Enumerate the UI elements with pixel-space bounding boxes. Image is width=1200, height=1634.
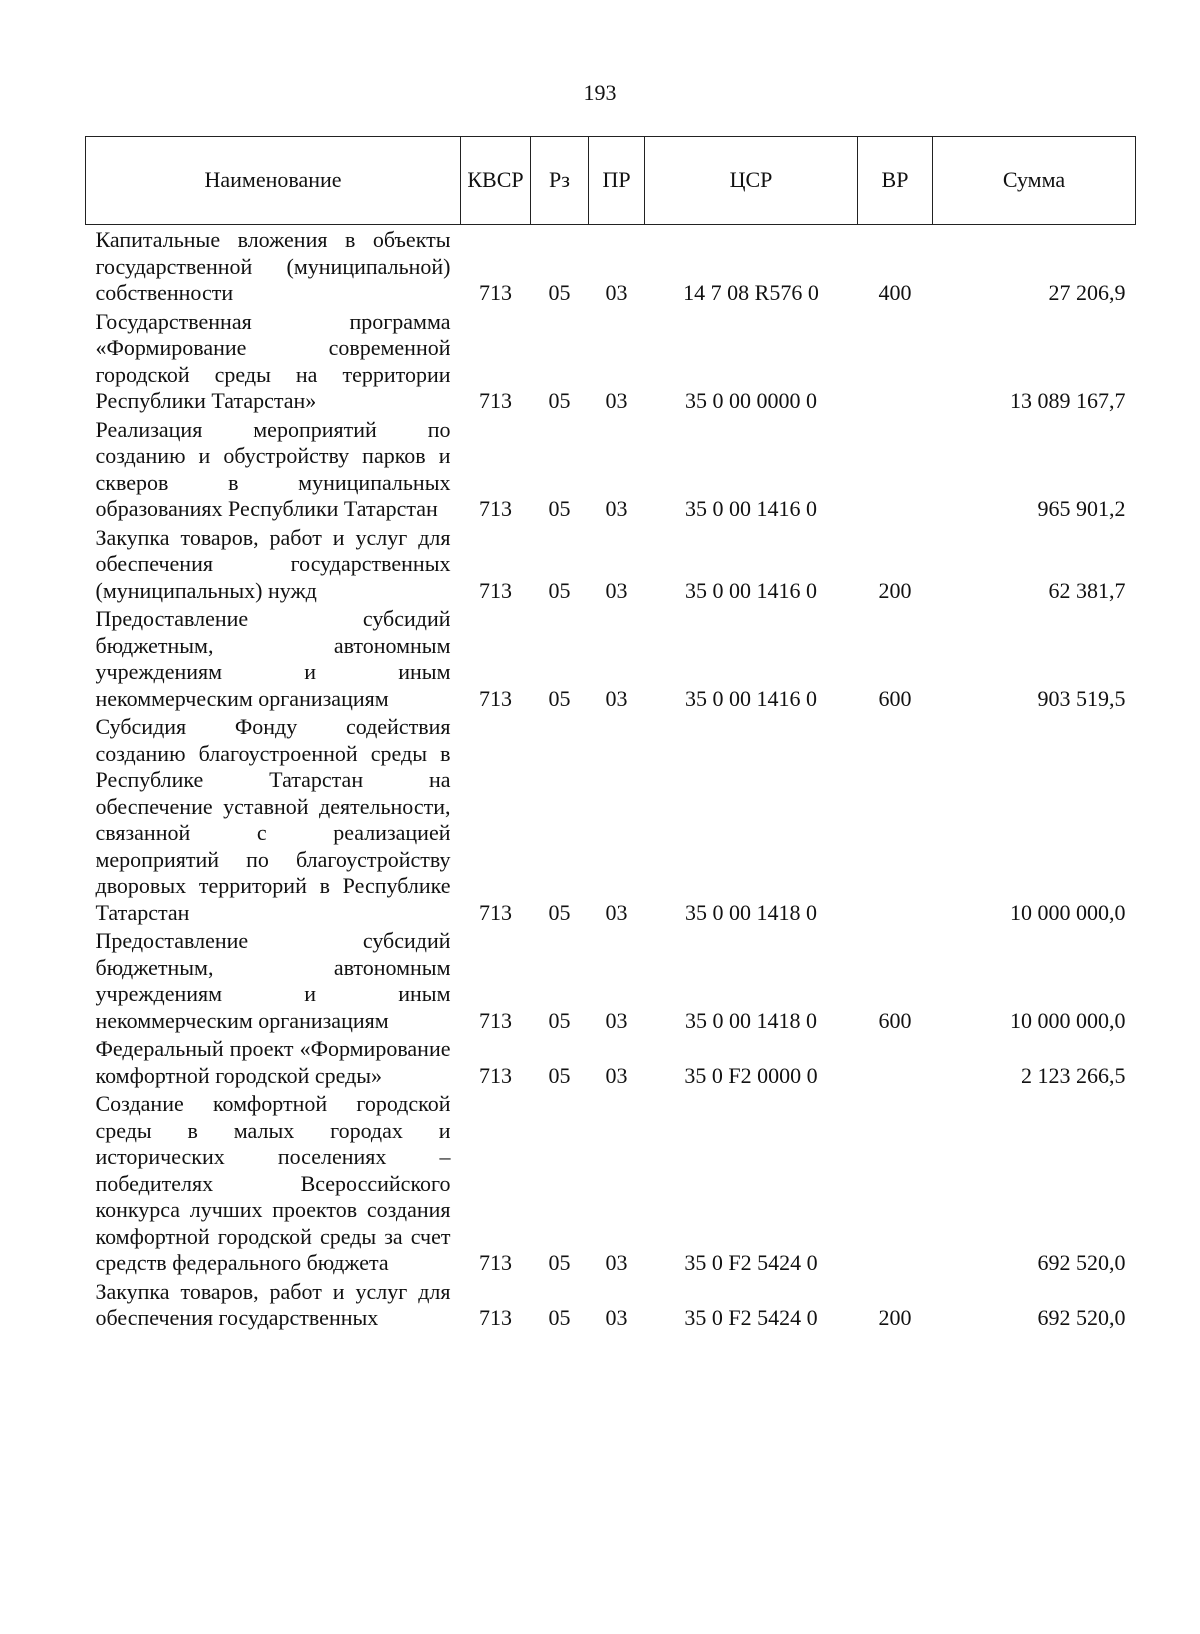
page-number: 193 bbox=[583, 80, 617, 105]
budget-table bbox=[85, 136, 1136, 1332]
table-body bbox=[86, 225, 1136, 1332]
row-vr: 200 bbox=[878, 577, 912, 603]
row-rz: 05 bbox=[548, 577, 571, 603]
row-csr: 35 0 00 1416 0 bbox=[685, 685, 817, 711]
table-row bbox=[86, 523, 1136, 605]
row-name: Создание комфортной городской среды в малых городах и исторических поселениях – победителях Всероссийского конкурса лучших проектов создания комфортной городской среды за счет средств федерального бюджета bbox=[95, 1091, 451, 1275]
table-header bbox=[86, 137, 1136, 225]
row-pr: 03 bbox=[605, 685, 628, 711]
row-name: Предоставление субсидий бюджетным, автономным учреждениям и иным некоммерческим организациям bbox=[95, 928, 451, 1033]
row-sum: 13 089 167,7 bbox=[1010, 388, 1126, 413]
row-kvsr: 713 bbox=[479, 280, 512, 305]
row-pr: 03 bbox=[605, 280, 628, 305]
row-csr: 14 7 08 R576 0 bbox=[683, 280, 819, 305]
row-sum: 965 901,2 bbox=[1037, 496, 1126, 521]
row-vr: 400 bbox=[878, 280, 912, 305]
row-vr bbox=[858, 1034, 933, 1089]
row-name: Предоставление субсидий бюджетным, автономным учреждениям и иным некоммерческим организациям bbox=[95, 606, 451, 711]
table-row bbox=[86, 307, 1136, 415]
row-csr: 35 0 00 1418 0 bbox=[685, 899, 817, 925]
row-sum: 27 206,9 bbox=[1048, 280, 1126, 305]
row-kvsr: 713 bbox=[479, 388, 512, 413]
header-vr: ВР bbox=[858, 137, 933, 225]
row-vr bbox=[858, 1089, 933, 1277]
row-kvsr: 713 bbox=[479, 1062, 512, 1088]
table-row bbox=[86, 1034, 1136, 1089]
header-kvsr: КВСР bbox=[461, 137, 531, 225]
row-vr: 200 bbox=[878, 1305, 912, 1330]
row-pr: 03 bbox=[605, 1062, 628, 1088]
row-sum: 903 519,5 bbox=[1037, 685, 1126, 711]
row-kvsr: 713 bbox=[479, 577, 512, 603]
table-row bbox=[86, 926, 1136, 1034]
header-pr: ПР bbox=[589, 137, 645, 225]
row-rz: 05 bbox=[548, 1007, 571, 1033]
row-kvsr: 713 bbox=[479, 1250, 512, 1275]
row-csr: 35 0 00 0000 0 bbox=[685, 388, 817, 413]
row-rz: 05 bbox=[548, 1062, 571, 1088]
row-pr: 03 bbox=[605, 496, 628, 521]
table-row bbox=[86, 604, 1136, 712]
row-rz: 05 bbox=[548, 1305, 571, 1330]
row-vr: 600 bbox=[878, 1007, 912, 1033]
header-rz: Рз bbox=[531, 137, 589, 225]
row-csr: 35 0 F2 5424 0 bbox=[684, 1305, 818, 1330]
row-name: Субсидия Фонду содействия созданию благоустроенной среды в Республике Татарстан на обеспечение уставной деятельности, связанной с реализацией мероприятий по благоустройству дворовых территорий в Республике Татарстан bbox=[95, 714, 451, 925]
table-row bbox=[86, 415, 1136, 523]
row-pr: 03 bbox=[605, 1305, 628, 1330]
row-kvsr: 713 bbox=[479, 685, 512, 711]
row-vr bbox=[858, 307, 933, 415]
row-csr: 35 0 00 1416 0 bbox=[685, 577, 817, 603]
row-pr: 03 bbox=[605, 899, 628, 925]
row-kvsr: 713 bbox=[479, 496, 512, 521]
row-sum: 692 520,0 bbox=[1037, 1305, 1126, 1330]
table-row bbox=[86, 1089, 1136, 1277]
row-csr: 35 0 00 1418 0 bbox=[685, 1007, 817, 1033]
row-name: Федеральный проект «Формирование комфортной городской среды» bbox=[95, 1036, 451, 1088]
row-kvsr: 713 bbox=[479, 1007, 512, 1033]
row-name: Реализация мероприятий по созданию и обустройству парков и скверов в муниципальных образованиях Республики Татарстан bbox=[95, 416, 451, 521]
row-vr bbox=[858, 712, 933, 926]
row-name: Государственная программа «Формирование современной городской среды на территории Республики Татарстан» bbox=[95, 308, 451, 413]
row-rz: 05 bbox=[548, 1250, 571, 1275]
row-csr: 35 0 00 1416 0 bbox=[685, 496, 817, 521]
row-rz: 05 bbox=[548, 280, 571, 305]
row-sum: 62 381,7 bbox=[1048, 577, 1126, 603]
header-csr: ЦСР bbox=[645, 137, 858, 225]
row-vr: 600 bbox=[878, 685, 912, 711]
row-csr: 35 0 F2 5424 0 bbox=[684, 1250, 818, 1275]
header-name: Наименование bbox=[86, 137, 461, 225]
row-name: Закупка товаров, работ и услуг для обеспечения государственных bbox=[95, 1278, 451, 1330]
row-kvsr: 713 bbox=[479, 1305, 512, 1330]
header-row bbox=[86, 137, 1136, 225]
row-kvsr: 713 bbox=[479, 899, 512, 925]
row-rz: 05 bbox=[548, 899, 571, 925]
row-csr: 35 0 F2 0000 0 bbox=[684, 1062, 818, 1088]
table-row bbox=[86, 1277, 1136, 1332]
row-rz: 05 bbox=[548, 388, 571, 413]
row-name: Капитальные вложения в объекты государственной (муниципальной) собственности bbox=[95, 227, 451, 305]
row-pr: 03 bbox=[605, 577, 628, 603]
row-rz: 05 bbox=[548, 685, 571, 711]
row-pr: 03 bbox=[605, 388, 628, 413]
row-name: Закупка товаров, работ и услуг для обеспечения государственных (муниципальных) нужд bbox=[95, 524, 451, 603]
row-sum: 10 000 000,0 bbox=[1010, 899, 1126, 925]
row-pr: 03 bbox=[605, 1250, 628, 1275]
table-row bbox=[86, 225, 1136, 307]
table-row bbox=[86, 712, 1136, 926]
row-sum: 2 123 266,5 bbox=[1021, 1062, 1126, 1088]
row-pr: 03 bbox=[605, 1007, 628, 1033]
header-sum: Сумма bbox=[933, 137, 1136, 225]
row-sum: 692 520,0 bbox=[1037, 1250, 1126, 1275]
row-sum: 10 000 000,0 bbox=[1010, 1007, 1126, 1033]
row-rz: 05 bbox=[548, 496, 571, 521]
row-vr bbox=[858, 415, 933, 523]
